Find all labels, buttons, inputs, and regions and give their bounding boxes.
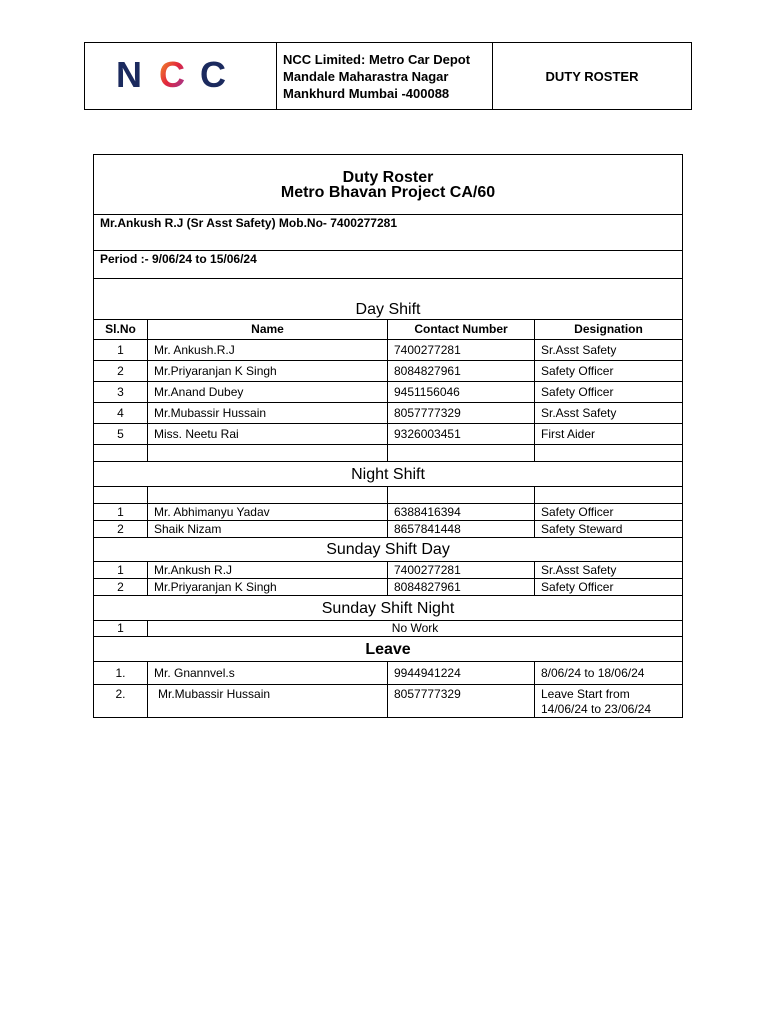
designation: First Aider bbox=[535, 424, 683, 445]
sl-no: 5 bbox=[94, 424, 148, 445]
contact-number: 8084827961 bbox=[388, 579, 535, 596]
empty-row bbox=[94, 445, 683, 462]
roster-title-cell bbox=[94, 155, 683, 215]
logo-text-c1: C bbox=[158, 57, 185, 92]
table-row bbox=[94, 382, 683, 403]
staff-name: Mr.Priyaranjan K Singh bbox=[148, 579, 388, 596]
address-line: Mankhurd Mumbai -400088 bbox=[283, 85, 450, 101]
ncc-logo bbox=[116, 58, 246, 92]
designation: Safety Officer bbox=[535, 579, 683, 596]
designation: Sr.Asst Safety bbox=[535, 562, 683, 579]
contact-number: 6388416394 bbox=[388, 504, 535, 521]
roster-title: Duty Roster bbox=[342, 168, 434, 186]
table-row bbox=[94, 579, 683, 596]
contact-number: 7400277281 bbox=[388, 562, 535, 579]
empty-cell bbox=[535, 445, 683, 462]
table-row bbox=[94, 424, 683, 445]
empty-cell bbox=[535, 487, 683, 504]
logo-cell bbox=[85, 43, 277, 110]
logo-text-c2: C bbox=[199, 57, 226, 92]
column-header: Designation bbox=[535, 320, 683, 340]
address-line: Mandale Maharastra Nagar bbox=[283, 68, 449, 84]
column-header: Name bbox=[148, 320, 388, 340]
staff-name: Mr. Gnannvel.s bbox=[148, 662, 388, 685]
section-heading: Night Shift bbox=[94, 462, 683, 487]
designation: Safety Officer bbox=[535, 361, 683, 382]
staff-name: Mr.Mubassir Hussain bbox=[148, 403, 388, 424]
table-row bbox=[94, 662, 683, 685]
contact-number: 9451156046 bbox=[388, 382, 535, 403]
no-work-note: No Work bbox=[148, 621, 683, 637]
staff-name: Mr.Ankush R.J bbox=[148, 562, 388, 579]
logo-text-n: N bbox=[115, 57, 142, 92]
staff-name: Mr.Priyaranjan K Singh bbox=[148, 361, 388, 382]
staff-name: Miss. Neetu Rai bbox=[148, 424, 388, 445]
contact-number: 8657841448 bbox=[388, 521, 535, 538]
in-charge: Mr.Ankush R.J (Sr Asst Safety) Mob.No- 7400277281 bbox=[94, 215, 683, 251]
designation: Safety Steward bbox=[535, 521, 683, 538]
contact-number: 8084827961 bbox=[388, 361, 535, 382]
contact-number: 7400277281 bbox=[388, 340, 535, 361]
column-header: Sl.No bbox=[94, 320, 148, 340]
staff-name: Shaik Nizam bbox=[148, 521, 388, 538]
leave-period: 8/06/24 to 18/06/24 bbox=[535, 662, 683, 685]
table-row bbox=[94, 562, 683, 579]
sl-no: 1 bbox=[94, 621, 148, 637]
sl-no: 1 bbox=[94, 562, 148, 579]
address-cell bbox=[277, 43, 493, 110]
sl-no: 2 bbox=[94, 579, 148, 596]
staff-name: Mr.Mubassir Hussain bbox=[148, 685, 388, 718]
sl-no: 3 bbox=[94, 382, 148, 403]
section-heading: Sunday Shift Day bbox=[94, 538, 683, 562]
column-header: Contact Number bbox=[388, 320, 535, 340]
empty-cell bbox=[94, 487, 148, 504]
contact-number: 8057777329 bbox=[388, 403, 535, 424]
empty-cell bbox=[148, 445, 388, 462]
table-row bbox=[94, 340, 683, 361]
table-row bbox=[94, 685, 683, 718]
designation: Safety Officer bbox=[535, 382, 683, 403]
table-row bbox=[94, 403, 683, 424]
column-header-row bbox=[94, 320, 683, 340]
sl-no: 1 bbox=[94, 340, 148, 361]
table-row bbox=[94, 504, 683, 521]
table-row bbox=[94, 621, 683, 637]
sl-no: 2 bbox=[94, 521, 148, 538]
designation: Sr.Asst Safety bbox=[535, 403, 683, 424]
empty-cell bbox=[388, 487, 535, 504]
sl-no: 2 bbox=[94, 361, 148, 382]
sl-no: 1 bbox=[94, 504, 148, 521]
contact-number: 9944941224 bbox=[388, 662, 535, 685]
doc-title: DUTY ROSTER bbox=[493, 43, 692, 110]
section-heading: Leave bbox=[94, 637, 683, 662]
staff-name: Mr. Ankush.R.J bbox=[148, 340, 388, 361]
staff-name: Mr. Abhimanyu Yadav bbox=[148, 504, 388, 521]
staff-name: Mr.Anand Dubey bbox=[148, 382, 388, 403]
duty-roster-table bbox=[93, 154, 683, 718]
sl-no: 2. bbox=[94, 685, 148, 718]
section-heading: Day Shift bbox=[94, 279, 683, 320]
empty-row bbox=[94, 487, 683, 504]
sl-no: 1. bbox=[94, 662, 148, 685]
empty-cell bbox=[94, 445, 148, 462]
leave-period: Leave Start from 14/06/24 to 23/06/24 bbox=[535, 685, 683, 718]
contact-number: 8057777329 bbox=[388, 685, 535, 718]
designation: Safety Officer bbox=[535, 504, 683, 521]
table-row bbox=[94, 521, 683, 538]
period: Period :- 9/06/24 to 15/06/24 bbox=[94, 251, 683, 279]
section-heading: Sunday Shift Night bbox=[94, 596, 683, 621]
table-row bbox=[94, 361, 683, 382]
designation: Sr.Asst Safety bbox=[535, 340, 683, 361]
empty-cell bbox=[388, 445, 535, 462]
contact-number: 9326003451 bbox=[388, 424, 535, 445]
empty-cell bbox=[148, 487, 388, 504]
letterhead bbox=[84, 42, 692, 110]
project-name: Metro Bhavan Project CA/60 bbox=[280, 183, 496, 201]
address-line: NCC Limited: Metro Car Depot bbox=[283, 51, 471, 67]
sl-no: 4 bbox=[94, 403, 148, 424]
